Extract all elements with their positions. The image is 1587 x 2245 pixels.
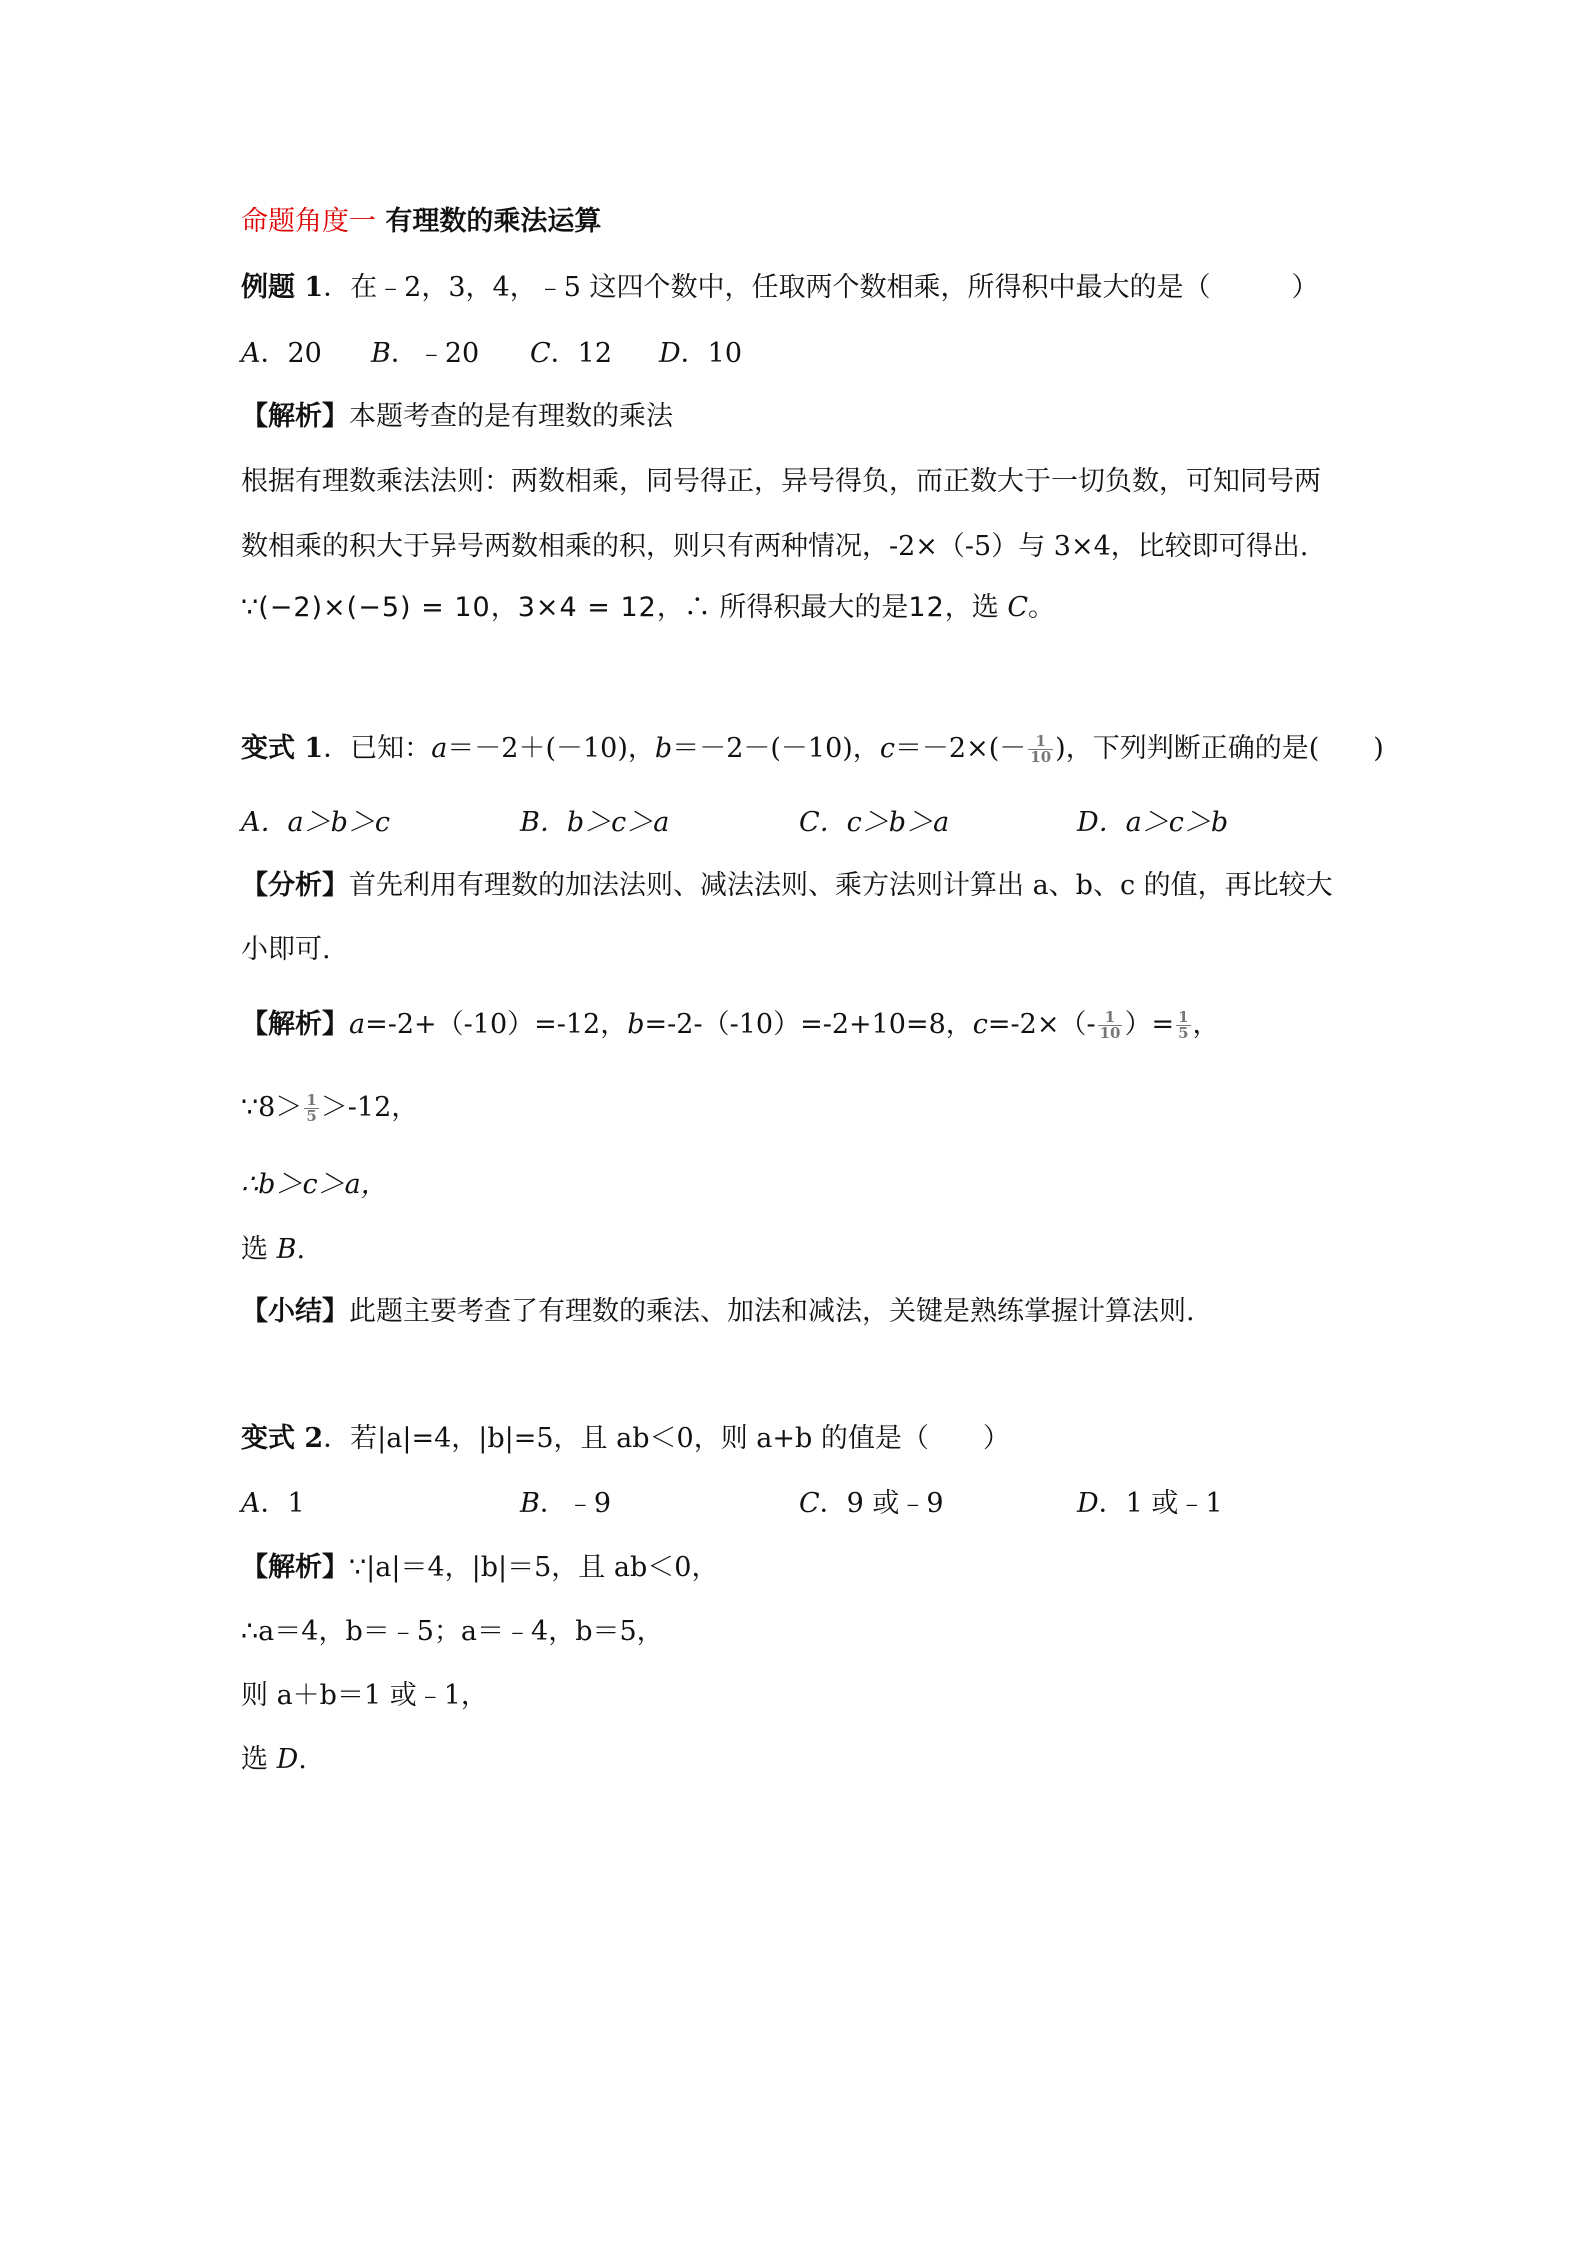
- example1-analysis-text: 本题考查的是有理数的乘法: [349, 401, 673, 432]
- example1-question-text: ．在﹣2，3，4，﹣5 这四个数中，任取两个数相乘，所得积中最大的是（ ）: [323, 272, 1319, 303]
- variant1-option-c: C．c＞b＞a: [799, 807, 950, 838]
- example1-answer: C: [1007, 592, 1029, 623]
- variant1-summary-tag: 【小结】: [241, 1296, 349, 1327]
- variant1-step3: 选 B.: [241, 1234, 306, 1265]
- variant1-question: 变式 1．已知：a＝－2＋(－10)，b＝－2－(－10)，c＝－2×(－ $\frac{1}{10}$ )，下列判断正确的是( ): [241, 732, 1384, 766]
- section-heading: [241, 202, 601, 242]
- variant1-option-b: B．b＞c＞a: [520, 807, 670, 838]
- fraction-one-tenth: $\frac{1}{10}$: [1099, 1008, 1121, 1042]
- variant2-step2: 则 a＋b＝1 或﹣1，: [241, 1680, 488, 1711]
- example1-question: [241, 268, 1318, 308]
- variant2-step1: ∴a＝4，b＝﹣5；a＝﹣4，b＝5，: [241, 1616, 664, 1647]
- variant1-step1: ∵8＞ $\frac{1}{5}$ ＞-12，: [241, 1091, 419, 1125]
- heading-topic: 有理数的乘法运算: [385, 206, 602, 237]
- variant2-options: [241, 1484, 1241, 1524]
- variant2-option-b: B．﹣9: [520, 1488, 612, 1519]
- variant1-options: [241, 803, 1241, 843]
- example1-option-a: A．20: [241, 338, 322, 369]
- variant1-option-d: D．a＞c＞b: [1077, 807, 1229, 838]
- variant2-question: 变式 2．若|a|=4，|b|=5，且 ab＜0，则 a+b 的值是（ ）: [241, 1423, 1010, 1454]
- heading-angle: 命题角度一: [241, 206, 376, 237]
- variant2-step3: 选 D.: [241, 1744, 307, 1775]
- variant1-summary: 【小结】此题主要考查了有理数的乘法、加法和减法，关键是熟练掌握计算法则.: [241, 1296, 1195, 1327]
- variant1-analysis-line2: 小即可.: [241, 934, 331, 965]
- fraction-one-fifth: $\frac{1}{5}$: [1178, 1008, 1189, 1042]
- expr-product-negatives: (−2)×(−5) = 10: [258, 592, 491, 623]
- example1-analysis: [241, 397, 673, 437]
- example1-rule-line2: 数相乘的积大于异号两数相乘的积，则只有两种情况，-2×（-5）与 3×4，比较即可得出.: [241, 531, 1309, 562]
- example1-label: 例题 1: [241, 272, 324, 303]
- variant1-solution: 【解析】a=-2+（-10）=-12，b=-2-（-10）=-2+10=8，c=-2×（- $\frac{1}{10}$ ）= $\frac{1}{5}$ ，: [241, 1008, 1220, 1042]
- variant1-analysis-line1: 【分析】首先利用有理数的加法法则、减法法则、乘方法则计算出 a、b、c 的值，再比较大: [241, 870, 1333, 901]
- variant2-analysis-tag: 【解析】: [241, 1552, 349, 1583]
- example1-option-d: D．10: [659, 338, 743, 369]
- variant2-option-a: A．1: [241, 1488, 305, 1519]
- variant1-solution-tag: 【解析】: [241, 1009, 349, 1040]
- variant2-option-c: C．9 或﹣9: [799, 1488, 944, 1519]
- variant2-analysis: 【解析】∵|a|＝4，|b|＝5，且 ab＜0，: [241, 1552, 719, 1583]
- example1-conclusion: ∵(−2)×(−5) = 10，3×4 = 12，∴ 所得积最大的是12，选 C。: [241, 592, 1056, 623]
- variant1-label: 变式 1: [241, 733, 324, 764]
- example1-option-c: C．12: [530, 338, 613, 369]
- variant1-analysis-tag: 【分析】: [241, 870, 349, 901]
- variant1-option-a: A．a＞b＞c: [241, 807, 391, 838]
- variant1-step2: ∴b＞c＞a，: [241, 1169, 388, 1200]
- max-product-value: 12: [908, 592, 945, 623]
- example1-option-b: B．﹣20: [371, 338, 480, 369]
- variant2-option-d: D．1 或﹣1: [1077, 1488, 1223, 1519]
- variant2-label: 变式 2: [241, 1423, 324, 1454]
- fraction-one-tenth: $\frac{1}{10}$: [1030, 732, 1052, 766]
- example1-options: [241, 334, 841, 374]
- example1-rule-line1: 根据有理数乘法法则：两数相乘，同号得正，异号得负，而正数大于一切负数，可知同号两: [241, 466, 1321, 497]
- fraction-one-fifth: $\frac{1}{5}$: [306, 1091, 317, 1125]
- expr-product-positives: 3×4 = 12: [517, 592, 657, 623]
- example1-analysis-tag: 【解析】: [241, 401, 349, 432]
